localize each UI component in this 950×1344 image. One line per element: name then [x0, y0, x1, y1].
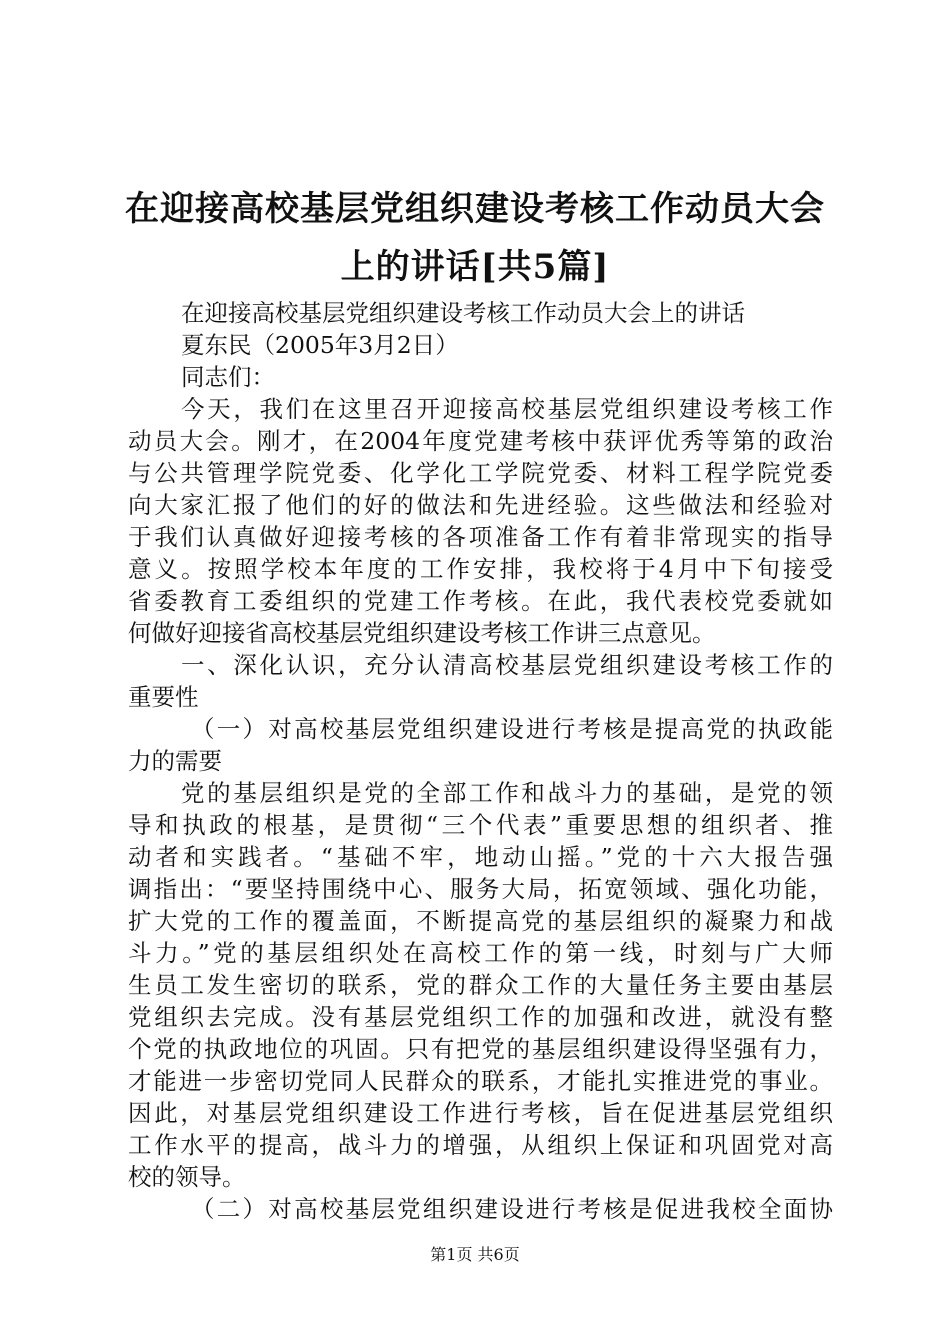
paragraph-line: 一、深化认识，充分认清高校基层党组织建设考核工作的	[181, 651, 833, 679]
paragraph-line: （一）对高校基层党组织建设进行考核是提高党的执政能	[191, 715, 833, 743]
paragraph-line: 动者和实践者。“基础不牢，地动山摇。”党的十六大报告强	[128, 843, 833, 871]
paragraph-line: 调指出：“要坚持围绕中心、服务大局，拓宽领域、强化功能，	[128, 875, 833, 903]
paragraph-line: 斗力。”党的基层组织处在高校工作的第一线，时刻与广大师	[128, 939, 833, 967]
paragraph-line: 因此，对基层党组织建设工作进行考核，旨在促进基层党组织	[128, 1099, 833, 1127]
paragraph-line: 导和执政的根基，是贯彻“三个代表”重要思想的组织者、推	[128, 811, 833, 839]
paragraph-line: 同志们：	[181, 363, 275, 391]
page-footer: 第1页 共6页	[430, 1245, 520, 1264]
paragraph-line: 才能进一步密切党同人民群众的联系，才能扎实推进党的事业。	[128, 1067, 833, 1095]
paragraph-line: 党组织去完成。没有基层党组织工作的加强和改进，就没有整	[128, 1003, 833, 1031]
paragraph-line: 动员大会。刚才，在2004年度党建考核中获评优秀等第的政治	[128, 427, 833, 455]
paragraph-line: 生员工发生密切的联系，党的群众工作的大量任务主要由基层	[128, 971, 833, 999]
paragraph-line: 向大家汇报了他们的好的做法和先进经验。这些做法和经验对	[128, 491, 833, 519]
paragraph-line: 工作水平的提高，战斗力的增强，从组织上保证和巩固党对高	[128, 1131, 833, 1159]
paragraph-line: 夏东民（2005年3月2日）	[181, 331, 459, 359]
paragraph-line: 校的领导。	[128, 1163, 246, 1191]
paragraph-line: 个党的执政地位的巩固。只有把党的基层组织建设得坚强有力，	[128, 1035, 833, 1063]
paragraph-line: 扩大党的工作的覆盖面，不断提高党的基层组织的凝聚力和战	[128, 907, 833, 935]
document-body	[128, 297, 833, 1225]
document-title-line-1: 在迎接高校基层党组织建设考核工作动员大会	[125, 189, 825, 229]
paragraph-line: 党的基层组织是党的全部工作和战斗力的基础，是党的领	[181, 779, 833, 807]
paragraph-line: 于我们认真做好迎接考核的各项准备工作有着非常现实的指导	[128, 523, 833, 551]
paragraph-line: 重要性	[128, 683, 199, 711]
paragraph-line: 省委教育工委组织的党建工作考核。在此，我代表校党委就如	[128, 587, 833, 615]
document-title-line-2: 上的讲话[共5篇]	[340, 247, 610, 287]
paragraph-line: 意义。按照学校本年度的工作安排，我校将于4月中下旬接受	[128, 555, 833, 583]
paragraph-line: 何做好迎接省高校基层党组织建设考核工作讲三点意见。	[128, 619, 716, 647]
paragraph-line: 力的需要	[128, 747, 222, 775]
paragraph-line: 今天，我们在这里召开迎接高校基层党组织建设考核工作	[181, 395, 833, 423]
paragraph-line: （二）对高校基层党组织建设进行考核是促进我校全面协	[191, 1195, 833, 1223]
paragraph-line: 在迎接高校基层党组织建设考核工作动员大会上的讲话	[181, 299, 745, 327]
paragraph-line: 与公共管理学院党委、化学化工学院党委、材料工程学院党委	[128, 459, 833, 487]
